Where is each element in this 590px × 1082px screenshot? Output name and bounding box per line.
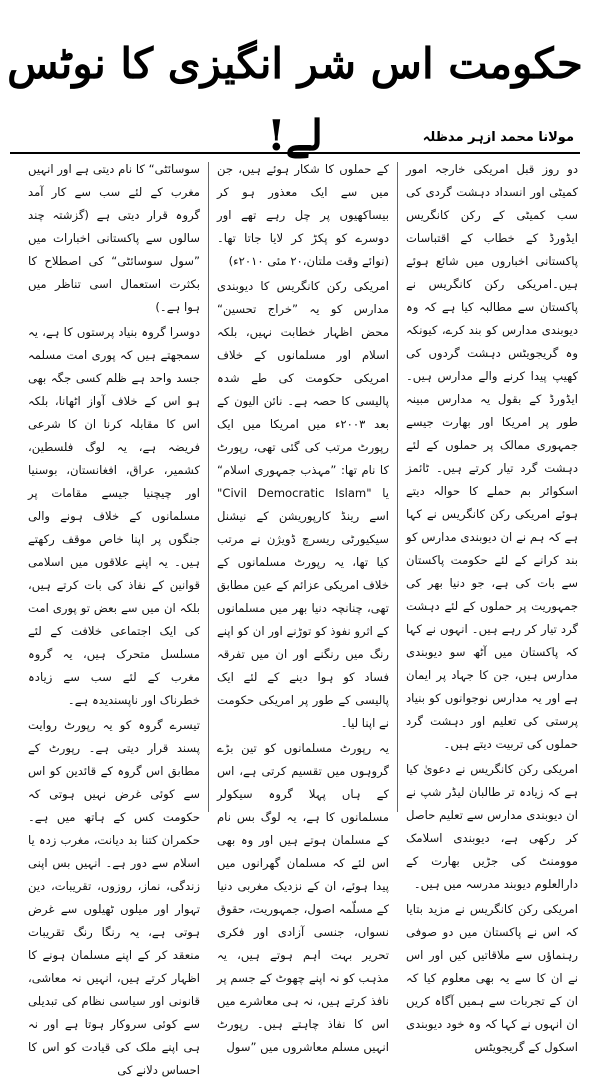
header-divider [10,152,580,154]
column-divider [397,162,398,812]
article-byline: مولانا محمد ازہر مدظلہ [422,130,574,145]
paragraph: سوسائٹی“ کا نام دیتی ہے اور انہیں مغرب کے لئے سب سے کار آمد گروہ قرار دیتی ہے (گزشتہ چند سالوں سے پاکستانی اخبارات میں ”سول سوسائٹی“ کی اصطلاح کا بکثرت استعمال اسی تناظر میں ہوا ہے۔) [28,162,200,314]
article-headline: حکومت اس شر انگیزی کا نوٹس لے! [7,39,583,160]
article-column-middle [213,158,393,1054]
article-column-right [402,158,582,1054]
paragraph: امریکی رکن کانگریس نے مزید بتایا کہ اس نے پاکستان میں دو صوفی رہنماؤں سے ملاقاتیں کیں اور اس نے ان کا سے یہ بھی معلوم کیا کہ ان کے تجربات سے ہمیں آگاہ کریں ان انہوں نے کہا کہ وہ خود دیوبندی اسکول کے گریجویٹس [406,902,578,1054]
paragraph: دوسرا گروہ بنیاد پرستوں کا ہے، یہ سمجھتے ہیں کہ پوری امت مسلمہ جسد واحد ہے ظلم کسی جگہ بھی ہو اس کے خلاف آواز اٹھانا، بلکہ اس کا مقابلہ کرنا ان کا شرعی فریضہ ہے، یہ لوگ فلسطین، کشمیر، عراق، افغانستان، بوسنیا اور چیچنیا جیسے مقامات پر مسلمانوں کے خلاف ہونے والی جنگوں پر اپنا خاص موقف رکھتے ہیں۔ یہ اپنے علاقوں میں اسلامی قوانین کے نفاذ کی بات کرتے ہیں، بلکہ ان میں سے بعض تو پوری امت کی ایک اجتماعی خلافت کے لئے مسلسل متحرک ہیں، یہ گروہ مغرب کے لئے سب سے زیادہ خطرناک اور ناپسندیدہ ہے۔ [28,325,200,707]
article-column-left [24,158,204,1077]
column-divider [208,162,209,812]
paragraph: امریکی رکن کانگریس نے دعویٰ کیا ہے کہ زیادہ تر طالبان لیڈر شپ نے ان دیوبندی مدارس سے تعلیم حاصل کر رکھی ہے، دیوبندی اسلامک موومنٹ کی جڑیں بھارت کے دارالعلوم دیوبند مدرسہ میں ہیں۔ [406,762,578,891]
paragraph: کے حملوں کا شکار ہوئے ہیں، جن میں سے ایک معذور ہو کر بیساکھیوں پر چل رہے تھے اور دوسرے کو پکڑ کر لایا جاتا تھا۔ (نوائے وقت ملتان،۲۰ مئی ۲۰۱۰ء) [217,162,389,268]
paragraph: امریکی رکن کانگریس کا دیوبندی مدارس کو یہ ”خراج تحسین“ محض اظہار خطابت نہیں، بلکہ اسلام اور مسلمانوں کے خلاف امریکی حکومت کی طے شدہ پالیسی کا حصہ ہے۔ نائن الیون کے بعد ۲۰۰۳ء میں امریکا میں ایک رپورٹ مرتب کی گئی تھی، رپورٹ کا نام تھا: ”مہذب جمہوری اسلام“ یا "Civil Democratic Islam" اسے رینڈ کارپوریشن کے نیشنل سیکیورٹی ریسرچ ڈویژن نے مرتب کیا تھا، یہ رپورٹ مسلمانوں کے خلاف امریکی عزائم کے عین مطابق تھی، چنانچہ دنیا بھر میں مسلمانوں کے اثرو نفوذ کو توڑنے اور ان کو اپنے رنگ میں رنگنے اور ان میں تفرقہ فساد کو ہوا دینے کے لئے ایک پالیسی کے طور پر امریکی حکومت نے اپنا لیا۔ [217,279,390,730]
paragraph: تیسرے گروہ کو یہ رپورٹ روایت پسند قرار دیتی ہے۔ رپورٹ کے مطابق اس گروہ کے قائدین کو اس سے کوئی غرض نہیں ہوتی کہ حکومت کس کے ہاتھ میں ہے۔ حکمران کتنا بد دیانت، مغرب زدہ یا اسلام سے دور ہے۔ انہیں بس اپنی زندگی، نماز، روزوں، تقریبات، دین تہوار اور میلوں ٹھیلوں سے غرض ہوتی ہے، یہ رنگا رنگ تقریبات منعقد کر کے اپنے مسلمان ہونے کا اظہار کرتے ہیں، انہیں نہ معاشی، قانونی اور سیاسی نظام کی تبدیلی سے کوئی سروکار ہوتا ہے اور نہ ہی اپنے ملک کی قیادت کو اس کا احساس دلانے کی [28,718,200,1077]
paragraph: دو روز قبل امریکی خارجہ امور کمیٹی اور انسداد دہشت گردی کی سب کمیٹی کے رکن کانگریس ایڈورڈ کے خطاب کے اقتباسات پاکستانی اخباروں میں شائع ہوئے ہیں۔امریکی رکن کانگریس نے پاکستان سے مطالبہ کیا ہے کہ وہ دیوبندی مدارس کو بند کرے، کیونکہ وہ گریجویٹس دہشت گردوں کی کھیپ پیدا کرنے والے مدارس ہیں۔ ایڈورڈ کے بقول یہ مدارس مبینہ طور پر امریکا اور بھارت جیسے جمہوری ممالک پر حملوں کے لئے دہشت گرد تیار کرتے ہیں۔ ٹائمز اسکوائر بم حملے کا حوالہ دیتے ہوئے امریکی رکن کانگریس نے کہا ہے کہ ہم نے ان دیوبندی مدارس کو بند کرانے کے لئے حکومت پاکستان سے بات کی ہے، جو دنیا بھر کی جمہوریت پر حملوں کے لئے دہشت گرد تیار کر رہے ہیں۔ انہوں نے کہا کہ پاکستان میں آٹھ سو دیوبندی مدارس ہیں، جن کا جہاد پر ایمان ہے اور یہ مدارس نوجوانوں کو بنیاد پرستی کی تعلیم اور دہشت گرد حملوں کی تربیت دیتے ہیں۔ [406,162,578,751]
article-body [10,158,582,1077]
paragraph: یہ رپورٹ مسلمانوں کو تین بڑے گروہوں میں تقسیم کرتی ہے، اس کے ہاں پہلا گروہ سیکولر مسلمانوں کا ہے، یہ لوگ بس نام کے مسلمان ہوتے ہیں اور وہ بھی اس لئے کہ مسلمان گھرانوں میں پیدا ہوئے، ان کے نزدیک مغربی دنیا کے مسلّمہ اصول، جمہوریت، حقوق نسواں، جنسی آزادی اور فکری تحریر بہت اہم ہوتے ہیں، یہ مذہب کو نہ اپنے چھوٹ کے جسم پر نافذ کرتے ہیں، نہ ہی معاشرے میں اس کا نفاذ چاہتے ہیں۔ رپورٹ انہیں مسلم معاشروں میں ”سول [217,741,389,1054]
